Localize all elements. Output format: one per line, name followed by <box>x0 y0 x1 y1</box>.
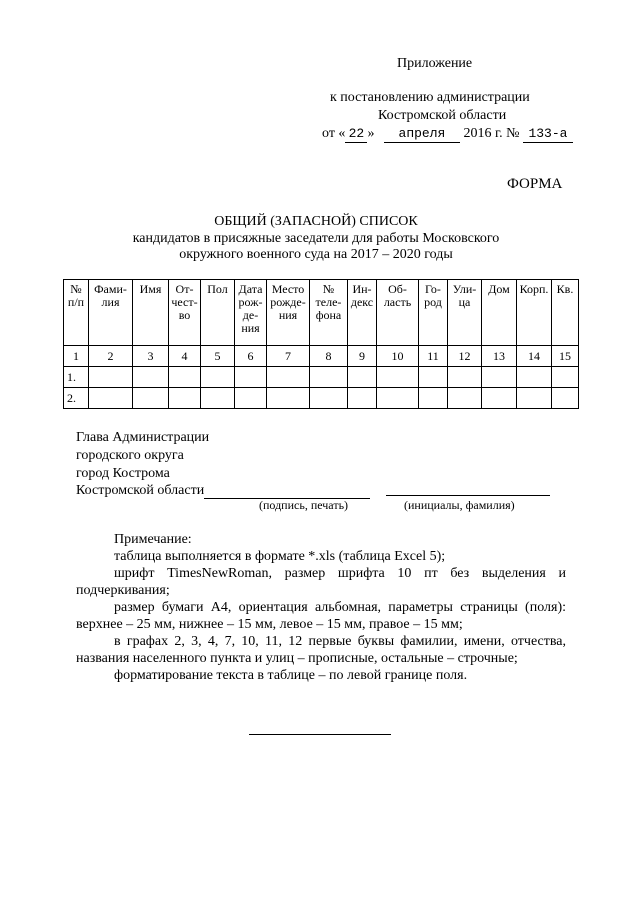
column-number: 1 <box>64 346 89 367</box>
table-cell <box>310 367 348 388</box>
col-header-sex: Пол <box>201 280 235 346</box>
table-cell <box>517 367 552 388</box>
note-item: форматирование текста в таблице – по левой границе поля. <box>114 668 468 683</box>
table-cell <box>377 367 419 388</box>
table-cell <box>377 388 419 409</box>
row-number: 2. <box>64 388 89 409</box>
column-number: 2 <box>89 346 133 367</box>
name-line <box>386 495 550 496</box>
column-number: 10 <box>377 346 419 367</box>
form-label: ФОРМА <box>507 176 563 192</box>
table-cell <box>201 388 235 409</box>
date-prefix: от « <box>322 126 346 141</box>
region-line: Костромской области <box>378 108 507 123</box>
note-item: шрифт TimesNewRoman, размер шрифта 10 пт без выделения и подчеркивания; <box>76 566 566 598</box>
date-line <box>322 125 573 143</box>
table-cell <box>133 388 169 409</box>
table-cell <box>448 367 482 388</box>
col-header-house: Дом <box>482 280 517 346</box>
table-cell <box>419 367 448 388</box>
column-number: 4 <box>169 346 201 367</box>
col-header-birth-date: Дата рож- де- ния <box>235 280 267 346</box>
end-divider <box>249 734 391 735</box>
signatory-line-2: городского округа <box>76 448 184 463</box>
column-number: 14 <box>517 346 552 367</box>
col-header-number: № п/п <box>64 280 89 346</box>
table-cell <box>267 388 310 409</box>
table-cell <box>552 388 579 409</box>
table-cell <box>169 367 201 388</box>
table-header-row <box>64 280 579 346</box>
note-item: размер бумаги А4, ориентация альбомная, параметры страницы (поля): верхнее – 25 мм, нижнее – 15 мм, левое – 15 мм, правое – 15 мм; <box>76 600 566 632</box>
column-number: 9 <box>348 346 377 367</box>
col-header-city: Го- род <box>419 280 448 346</box>
doc-number: 133-а <box>523 125 573 143</box>
table-cell <box>235 388 267 409</box>
list-subtitle-1-text: кандидатов в присяжные заседатели для работы Московского <box>132 231 500 246</box>
col-header-building: Корп. <box>517 280 552 346</box>
note-item: таблица выполняется в формате *.xls (таблица Excel 5); <box>114 549 446 564</box>
table-cell <box>517 388 552 409</box>
table-row <box>64 388 579 409</box>
signatory-line-4-text: Костромской области <box>76 483 205 498</box>
note-item: в графах 2, 3, 4, 7, 10, 11, 12 первые буквы фамилии, имени, отчества, названия населенного пункта и улиц – прописные, остальные – строчные; <box>76 634 566 666</box>
table-cell <box>419 388 448 409</box>
column-number: 5 <box>201 346 235 367</box>
table-cell <box>89 388 133 409</box>
column-number: 15 <box>552 346 579 367</box>
notes-section <box>76 531 566 684</box>
list-title <box>0 213 640 230</box>
list-subtitle-2 <box>0 246 640 263</box>
date-day: 22 <box>345 125 367 143</box>
table-cell <box>482 367 517 388</box>
column-number: 8 <box>310 346 348 367</box>
table-cell <box>133 367 169 388</box>
col-header-patronymic: От- чест- во <box>169 280 201 346</box>
table-cell <box>482 388 517 409</box>
column-number: 3 <box>133 346 169 367</box>
resolution-line: к постановлению администрации <box>330 90 530 105</box>
candidates-table <box>63 279 579 409</box>
column-number: 13 <box>482 346 517 367</box>
date-mid: » <box>367 126 375 141</box>
col-header-apartment: Кв. <box>552 280 579 346</box>
table-cell <box>89 367 133 388</box>
table-cell <box>169 388 201 409</box>
column-number: 7 <box>267 346 310 367</box>
column-numbers-row <box>64 346 579 367</box>
col-header-street: Ули- ца <box>448 280 482 346</box>
name-caption: (инициалы, фамилия) <box>404 498 515 512</box>
col-header-name: Имя <box>133 280 169 346</box>
col-header-surname: Фами- лия <box>89 280 133 346</box>
col-header-index: Ин- декс <box>348 280 377 346</box>
date-year: 2016 г. № <box>463 126 520 141</box>
table-cell <box>310 388 348 409</box>
appendix-label: Приложение <box>397 56 473 71</box>
col-header-region: Об- ласть <box>377 280 419 346</box>
table-cell <box>235 367 267 388</box>
row-number: 1. <box>64 367 89 388</box>
notes-heading: Примечание: <box>114 532 192 547</box>
table-row <box>64 367 579 388</box>
column-number: 6 <box>235 346 267 367</box>
table-cell <box>267 367 310 388</box>
col-header-birth-place: Место рожде- ния <box>267 280 310 346</box>
table-cell <box>201 367 235 388</box>
column-number: 12 <box>448 346 482 367</box>
column-number: 11 <box>419 346 448 367</box>
signature-caption: (подпись, печать) <box>259 498 349 512</box>
list-title-main: ОБЩИЙ (ЗАПАСНОЙ) СПИСОК <box>214 214 418 229</box>
signatory-line-1: Глава Администрации <box>76 430 210 445</box>
date-month: апреля <box>384 125 460 143</box>
list-subtitle-2-text: окружного военного суда на 2017 – 2020 годы <box>179 247 453 262</box>
table-cell <box>348 367 377 388</box>
table-cell <box>552 367 579 388</box>
table-cell <box>448 388 482 409</box>
table-cell <box>348 388 377 409</box>
list-subtitle-1 <box>0 230 640 247</box>
col-header-phone: № теле- фона <box>310 280 348 346</box>
signatory-line-3: город Кострома <box>76 466 170 481</box>
